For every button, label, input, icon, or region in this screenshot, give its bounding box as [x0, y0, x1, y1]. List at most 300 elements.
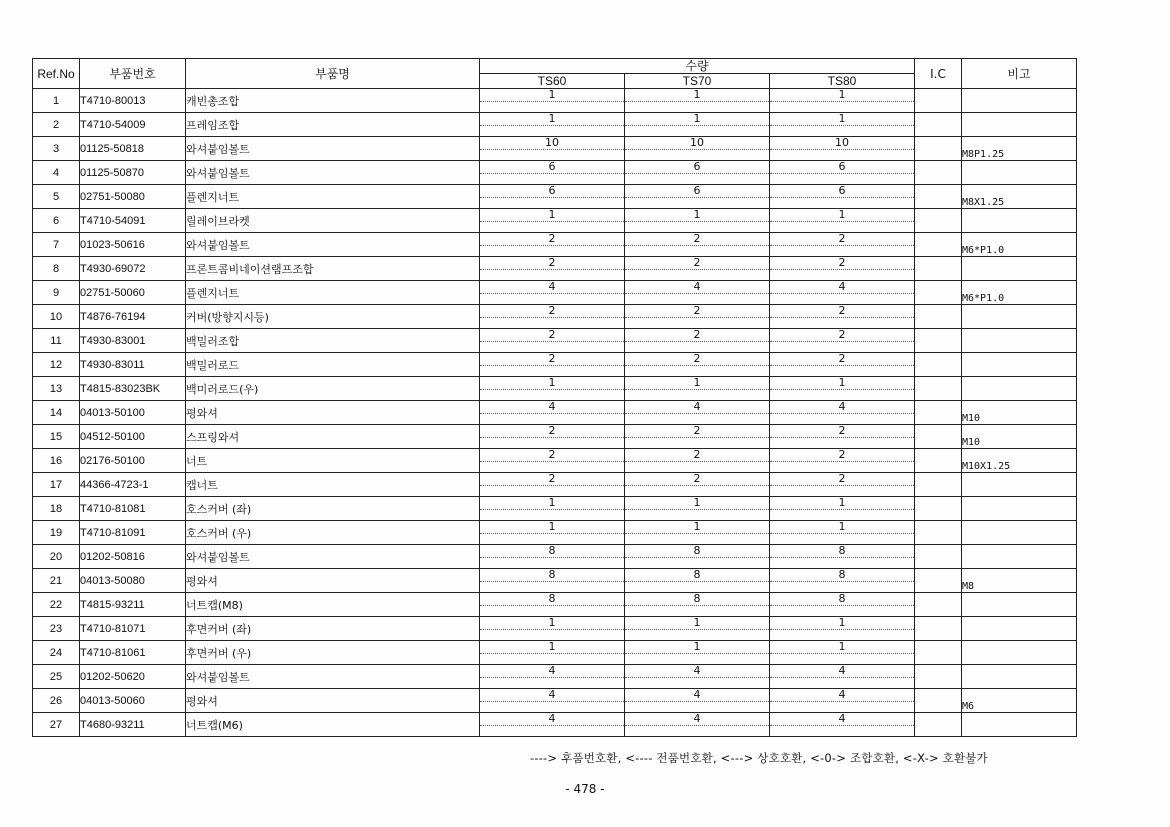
- row-ref-no: 4: [33, 161, 80, 185]
- table-row: [33, 689, 1077, 713]
- row-qty-ts70: [625, 449, 770, 473]
- qty-value: 4: [480, 689, 624, 702]
- row-qty-ts70: [625, 473, 770, 497]
- table-row: [33, 665, 1077, 689]
- table-row: [33, 569, 1077, 593]
- qty-value: 4: [625, 713, 769, 726]
- row-qty-ts70: [625, 305, 770, 329]
- table-row: [33, 377, 1077, 401]
- row-ref-no: 1: [33, 89, 80, 113]
- row-ic: [915, 185, 962, 209]
- row-remark: [962, 113, 1077, 137]
- row-part-name: 프레임조합: [186, 113, 480, 137]
- table-row: [33, 89, 1077, 113]
- row-qty-ts70: [625, 713, 770, 737]
- qty-value: 6: [770, 185, 914, 198]
- qty-value: 2: [480, 233, 624, 246]
- row-qty-ts60: [480, 593, 625, 617]
- row-ic: [915, 161, 962, 185]
- row-part-name: 호스커버 (좌): [186, 497, 480, 521]
- row-ref-no: 21: [33, 569, 80, 593]
- row-remark: [962, 713, 1077, 737]
- row-qty-ts80: [770, 521, 915, 545]
- table-row: [33, 641, 1077, 665]
- row-part-name: 플렌지너트: [186, 281, 480, 305]
- row-ic: [915, 209, 962, 233]
- row-qty-ts80: [770, 305, 915, 329]
- row-qty-ts60: [480, 281, 625, 305]
- header-part-number: 부품번호: [80, 59, 186, 89]
- row-part-number: T4710-81061: [80, 641, 186, 665]
- qty-value: 4: [770, 281, 914, 294]
- row-part-name: 프론트콤비네이션램프조합: [186, 257, 480, 281]
- row-qty-ts70: [625, 641, 770, 665]
- row-remark: [962, 329, 1077, 353]
- qty-value: 1: [770, 521, 914, 534]
- table-row: [33, 449, 1077, 473]
- qty-value: 8: [480, 545, 624, 558]
- qty-value: 4: [770, 401, 914, 414]
- row-qty-ts70: [625, 329, 770, 353]
- row-ic: [915, 329, 962, 353]
- qty-value: 6: [770, 161, 914, 174]
- row-ref-no: 15: [33, 425, 80, 449]
- row-ref-no: 16: [33, 449, 80, 473]
- row-ref-no: 27: [33, 713, 80, 737]
- qty-value: 2: [625, 425, 769, 438]
- row-remark: M10X1.25: [962, 449, 1077, 473]
- qty-value: 2: [480, 449, 624, 462]
- row-qty-ts80: [770, 161, 915, 185]
- qty-value: 2: [625, 353, 769, 366]
- qty-value: 1: [770, 497, 914, 510]
- row-qty-ts60: [480, 353, 625, 377]
- row-part-name: 와셔붙임볼트: [186, 665, 480, 689]
- qty-value: 8: [625, 545, 769, 558]
- row-part-number: 04512-50100: [80, 425, 186, 449]
- row-qty-ts60: [480, 689, 625, 713]
- table-row: [33, 137, 1077, 161]
- qty-value: 1: [770, 89, 914, 102]
- row-ic: [915, 569, 962, 593]
- row-part-name: 플렌지너트: [186, 185, 480, 209]
- row-qty-ts70: [625, 569, 770, 593]
- row-remark: [962, 257, 1077, 281]
- row-qty-ts60: [480, 401, 625, 425]
- qty-value: 2: [770, 233, 914, 246]
- qty-value: 1: [770, 113, 914, 126]
- row-ic: [915, 377, 962, 401]
- row-remark: [962, 161, 1077, 185]
- row-remark: [962, 209, 1077, 233]
- qty-value: 2: [480, 473, 624, 486]
- row-qty-ts60: [480, 569, 625, 593]
- qty-value: 6: [625, 161, 769, 174]
- row-remark: M8: [962, 569, 1077, 593]
- row-remark: [962, 545, 1077, 569]
- qty-value: 2: [625, 449, 769, 462]
- row-remark: [962, 473, 1077, 497]
- qty-value: 1: [625, 617, 769, 630]
- row-ref-no: 7: [33, 233, 80, 257]
- row-qty-ts70: [625, 617, 770, 641]
- row-qty-ts70: [625, 209, 770, 233]
- row-part-name: 후면커버 (좌): [186, 617, 480, 641]
- row-part-name: 캐빈총조합: [186, 89, 480, 113]
- row-ic: [915, 425, 962, 449]
- qty-value: 1: [770, 209, 914, 222]
- table-row: [33, 545, 1077, 569]
- row-part-number: 44366-4723-1: [80, 473, 186, 497]
- row-qty-ts80: [770, 185, 915, 209]
- row-part-name: 백밀러조합: [186, 329, 480, 353]
- row-qty-ts60: [480, 233, 625, 257]
- row-ref-no: 6: [33, 209, 80, 233]
- qty-value: 1: [480, 641, 624, 654]
- row-qty-ts80: [770, 377, 915, 401]
- interchangeability-legend: ----> 후품번호환, <---- 전품번호환, <---> 상호호환, <-0-> 조합호환, <-X-> 호환불가: [530, 751, 988, 765]
- header-model-ts60: TS60: [480, 74, 625, 89]
- row-qty-ts60: [480, 209, 625, 233]
- row-ref-no: 13: [33, 377, 80, 401]
- row-qty-ts70: [625, 113, 770, 137]
- row-qty-ts60: [480, 449, 625, 473]
- row-part-number: T4876-76194: [80, 305, 186, 329]
- row-qty-ts60: [480, 137, 625, 161]
- row-qty-ts70: [625, 377, 770, 401]
- qty-value: 2: [770, 425, 914, 438]
- table-row: [33, 161, 1077, 185]
- row-qty-ts60: [480, 161, 625, 185]
- row-qty-ts70: [625, 665, 770, 689]
- row-qty-ts60: [480, 89, 625, 113]
- qty-value: 4: [625, 401, 769, 414]
- row-ref-no: 9: [33, 281, 80, 305]
- row-ref-no: 20: [33, 545, 80, 569]
- qty-value: 2: [770, 305, 914, 318]
- row-ic: [915, 113, 962, 137]
- row-qty-ts70: [625, 233, 770, 257]
- row-part-name: 평와셔: [186, 401, 480, 425]
- row-qty-ts80: [770, 569, 915, 593]
- header-remark: 비고: [962, 59, 1077, 89]
- table-row: [33, 329, 1077, 353]
- header-model-ts70: TS70: [625, 74, 770, 89]
- table-row: [33, 233, 1077, 257]
- qty-value: 4: [770, 713, 914, 726]
- qty-value: 1: [625, 641, 769, 654]
- row-remark: M6*P1.0: [962, 233, 1077, 257]
- row-part-number: T4710-80013: [80, 89, 186, 113]
- qty-value: 4: [480, 665, 624, 678]
- qty-value: 6: [480, 185, 624, 198]
- qty-value: 1: [480, 377, 624, 390]
- row-ref-no: 25: [33, 665, 80, 689]
- qty-value: 2: [480, 257, 624, 270]
- row-qty-ts80: [770, 593, 915, 617]
- row-remark: [962, 89, 1077, 113]
- table-row: [33, 353, 1077, 377]
- row-qty-ts60: [480, 521, 625, 545]
- row-part-number: T4710-54091: [80, 209, 186, 233]
- row-qty-ts80: [770, 425, 915, 449]
- row-part-name: 와셔붙임볼트: [186, 137, 480, 161]
- row-qty-ts70: [625, 425, 770, 449]
- row-part-name: 너트캡(M8): [186, 593, 480, 617]
- row-ic: [915, 137, 962, 161]
- row-ref-no: 8: [33, 257, 80, 281]
- qty-value: 4: [625, 281, 769, 294]
- qty-value: 2: [770, 329, 914, 342]
- row-ic: [915, 281, 962, 305]
- row-part-name: 와셔붙임볼트: [186, 545, 480, 569]
- row-qty-ts80: [770, 137, 915, 161]
- row-remark: [962, 521, 1077, 545]
- qty-value: 6: [625, 185, 769, 198]
- header-quantity: 수량: [480, 59, 915, 74]
- row-remark: [962, 305, 1077, 329]
- table-row: [33, 113, 1077, 137]
- row-qty-ts80: [770, 233, 915, 257]
- row-qty-ts80: [770, 257, 915, 281]
- row-ref-no: 26: [33, 689, 80, 713]
- row-qty-ts70: [625, 521, 770, 545]
- table-body: [33, 89, 1077, 737]
- qty-value: 1: [480, 521, 624, 534]
- qty-value: 1: [770, 641, 914, 654]
- row-part-number: 04013-50100: [80, 401, 186, 425]
- qty-value: 1: [625, 377, 769, 390]
- row-remark: [962, 497, 1077, 521]
- qty-value: 1: [770, 377, 914, 390]
- row-ic: [915, 305, 962, 329]
- row-qty-ts60: [480, 377, 625, 401]
- row-ref-no: 22: [33, 593, 80, 617]
- parts-table: [32, 58, 1077, 737]
- qty-value: 1: [625, 521, 769, 534]
- row-qty-ts60: [480, 113, 625, 137]
- row-qty-ts80: [770, 209, 915, 233]
- qty-value: 1: [625, 209, 769, 222]
- row-part-number: T4930-69072: [80, 257, 186, 281]
- qty-value: 4: [480, 401, 624, 414]
- qty-value: 1: [480, 113, 624, 126]
- row-qty-ts70: [625, 257, 770, 281]
- row-qty-ts70: [625, 161, 770, 185]
- table-header: [33, 59, 1077, 89]
- row-part-name: 캡너트: [186, 473, 480, 497]
- table-row: [33, 521, 1077, 545]
- row-part-number: T4815-93211: [80, 593, 186, 617]
- row-qty-ts60: [480, 713, 625, 737]
- row-part-number: 02751-50080: [80, 185, 186, 209]
- row-part-number: T4710-54009: [80, 113, 186, 137]
- row-ref-no: 18: [33, 497, 80, 521]
- row-ic: [915, 89, 962, 113]
- row-ic: [915, 401, 962, 425]
- row-qty-ts60: [480, 665, 625, 689]
- qty-value: 4: [770, 689, 914, 702]
- row-ic: [915, 713, 962, 737]
- row-ic: [915, 689, 962, 713]
- row-part-number: 01202-50816: [80, 545, 186, 569]
- row-qty-ts70: [625, 593, 770, 617]
- row-ref-no: 12: [33, 353, 80, 377]
- row-qty-ts80: [770, 545, 915, 569]
- qty-value: 4: [480, 281, 624, 294]
- qty-value: 10: [480, 137, 624, 150]
- qty-value: 10: [770, 137, 914, 150]
- row-part-number: T4815-83023BK: [80, 377, 186, 401]
- qty-value: 4: [770, 665, 914, 678]
- row-part-number: T4710-81091: [80, 521, 186, 545]
- table-row: [33, 257, 1077, 281]
- row-qty-ts60: [480, 473, 625, 497]
- row-remark: [962, 377, 1077, 401]
- row-ic: [915, 497, 962, 521]
- row-part-name: 와셔붙임볼트: [186, 161, 480, 185]
- qty-value: 2: [480, 329, 624, 342]
- row-qty-ts60: [480, 641, 625, 665]
- row-part-name: 백밀러로드: [186, 353, 480, 377]
- table-row: [33, 473, 1077, 497]
- row-remark: M8P1.25: [962, 137, 1077, 161]
- qty-value: 2: [480, 305, 624, 318]
- row-ref-no: 2: [33, 113, 80, 137]
- qty-value: 8: [770, 593, 914, 606]
- row-qty-ts70: [625, 401, 770, 425]
- row-ic: [915, 473, 962, 497]
- row-ref-no: 23: [33, 617, 80, 641]
- page-number: - 478 -: [565, 782, 605, 796]
- row-part-name: 너트: [186, 449, 480, 473]
- qty-value: 8: [625, 569, 769, 582]
- row-qty-ts70: [625, 185, 770, 209]
- row-qty-ts80: [770, 617, 915, 641]
- table-row: [33, 713, 1077, 737]
- row-qty-ts70: [625, 89, 770, 113]
- qty-value: 8: [770, 545, 914, 558]
- row-part-number: T4930-83001: [80, 329, 186, 353]
- qty-value: 2: [625, 257, 769, 270]
- qty-value: 2: [770, 449, 914, 462]
- table-row: [33, 617, 1077, 641]
- qty-value: 4: [625, 689, 769, 702]
- row-qty-ts80: [770, 665, 915, 689]
- qty-value: 2: [480, 425, 624, 438]
- row-part-name: 백미러로드(우): [186, 377, 480, 401]
- qty-value: 1: [625, 497, 769, 510]
- row-ic: [915, 641, 962, 665]
- row-part-name: 후면커버 (우): [186, 641, 480, 665]
- row-remark: [962, 593, 1077, 617]
- header-model-ts80: TS80: [770, 74, 915, 89]
- qty-value: 8: [480, 569, 624, 582]
- row-qty-ts80: [770, 641, 915, 665]
- qty-value: 2: [770, 353, 914, 366]
- row-qty-ts80: [770, 353, 915, 377]
- row-ic: [915, 521, 962, 545]
- qty-value: 2: [770, 257, 914, 270]
- row-qty-ts70: [625, 497, 770, 521]
- row-part-number: 04013-50060: [80, 689, 186, 713]
- row-qty-ts80: [770, 449, 915, 473]
- row-ref-no: 14: [33, 401, 80, 425]
- row-ref-no: 19: [33, 521, 80, 545]
- row-qty-ts80: [770, 401, 915, 425]
- qty-value: 1: [625, 89, 769, 102]
- row-qty-ts60: [480, 329, 625, 353]
- row-qty-ts70: [625, 689, 770, 713]
- table-row: [33, 209, 1077, 233]
- row-remark: [962, 665, 1077, 689]
- row-part-number: T4710-81081: [80, 497, 186, 521]
- row-ref-no: 10: [33, 305, 80, 329]
- row-part-number: 02751-50060: [80, 281, 186, 305]
- row-ic: [915, 665, 962, 689]
- table-row: [33, 185, 1077, 209]
- row-qty-ts80: [770, 497, 915, 521]
- row-qty-ts80: [770, 473, 915, 497]
- row-ref-no: 24: [33, 641, 80, 665]
- header-part-name: 부품명: [186, 59, 480, 89]
- row-qty-ts60: [480, 545, 625, 569]
- header-ic: I.C: [915, 59, 962, 89]
- row-qty-ts70: [625, 545, 770, 569]
- row-ref-no: 5: [33, 185, 80, 209]
- qty-value: 1: [480, 617, 624, 630]
- qty-value: 2: [625, 329, 769, 342]
- qty-value: 1: [480, 497, 624, 510]
- table-row: [33, 305, 1077, 329]
- row-ic: [915, 257, 962, 281]
- row-part-number: 01023-50616: [80, 233, 186, 257]
- row-part-name: 너트캡(M6): [186, 713, 480, 737]
- row-remark: M6*P1.0: [962, 281, 1077, 305]
- row-ic: [915, 353, 962, 377]
- row-part-name: 커버(방향지시등): [186, 305, 480, 329]
- row-qty-ts60: [480, 257, 625, 281]
- row-part-name: 릴레이브라켓: [186, 209, 480, 233]
- qty-value: 2: [770, 473, 914, 486]
- qty-value: 1: [480, 209, 624, 222]
- row-ic: [915, 545, 962, 569]
- row-remark: M10: [962, 425, 1077, 449]
- row-ic: [915, 593, 962, 617]
- row-remark: [962, 353, 1077, 377]
- row-qty-ts80: [770, 113, 915, 137]
- row-remark: [962, 641, 1077, 665]
- row-qty-ts80: [770, 89, 915, 113]
- row-ref-no: 17: [33, 473, 80, 497]
- qty-value: 1: [770, 617, 914, 630]
- row-remark: [962, 617, 1077, 641]
- row-qty-ts70: [625, 281, 770, 305]
- row-part-number: 02176-50100: [80, 449, 186, 473]
- row-ic: [915, 233, 962, 257]
- row-remark: M8X1.25: [962, 185, 1077, 209]
- qty-value: 2: [625, 473, 769, 486]
- qty-value: 8: [770, 569, 914, 582]
- row-part-number: 01125-50818: [80, 137, 186, 161]
- row-ic: [915, 617, 962, 641]
- row-qty-ts60: [480, 617, 625, 641]
- qty-value: 10: [625, 137, 769, 150]
- row-remark: M6: [962, 689, 1077, 713]
- row-part-number: T4930-83011: [80, 353, 186, 377]
- qty-value: 8: [625, 593, 769, 606]
- row-ref-no: 3: [33, 137, 80, 161]
